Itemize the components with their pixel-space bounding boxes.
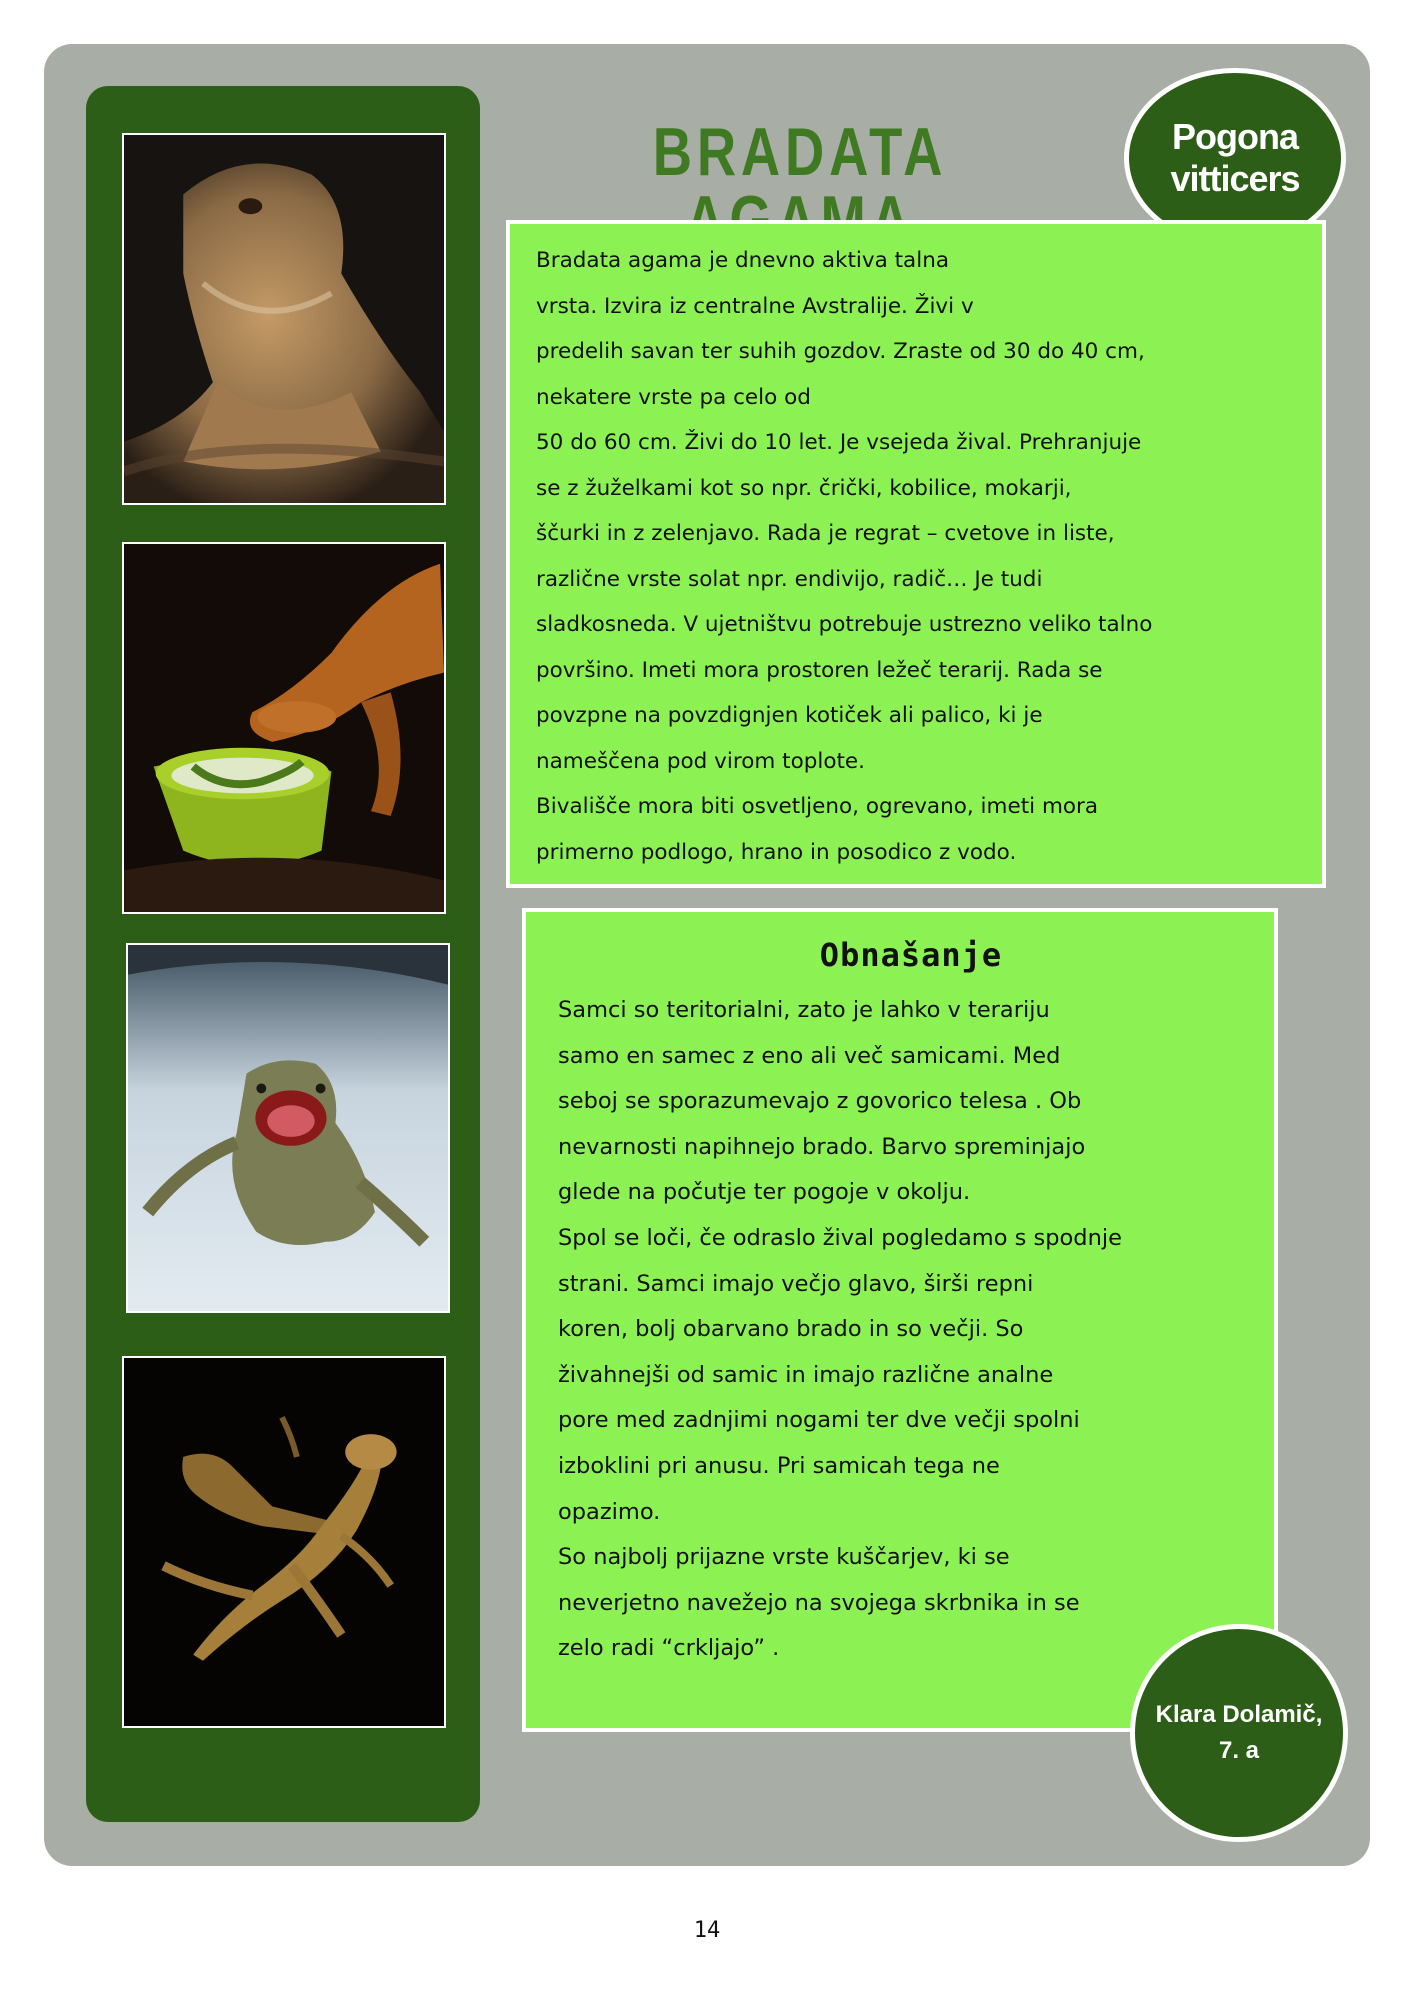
species-name-line1: Pogona	[1171, 115, 1298, 157]
two-lizards-photo	[122, 1356, 446, 1728]
author-name: Klara Dolamič,	[1155, 1701, 1323, 1728]
paragraph-line: strani. Samci imajo večjo glavo, širši repni	[558, 1270, 1034, 1297]
behaviour-text-box	[522, 908, 1278, 1732]
behaviour-heading: Obnašanje	[819, 936, 1003, 974]
intro-text-box	[506, 220, 1326, 888]
paragraph-line: vrsta. Izvira iz centralne Avstralije. Živi v	[536, 293, 974, 319]
paragraph-line: glede na počutje ter pogoje v okolju.	[558, 1179, 971, 1206]
paragraph-line: samo en samec z eno ali več samicami. Med	[558, 1042, 1061, 1069]
paragraph-line: opazimo.	[558, 1498, 661, 1525]
paragraph-line: Spol se loči, če odraslo žival pogledamo s spodnje	[558, 1224, 1122, 1251]
species-name-line2: vitticers	[1170, 158, 1300, 199]
paragraph-line: izboklini pri anusu. Pri samicah tega ne	[558, 1452, 1000, 1479]
lizard-eating-photo	[122, 542, 446, 914]
paragraph-line: Samci so teritorialni, zato je lahko v terariju	[558, 997, 1050, 1023]
paragraph-line: pore med zadnjimi nogami ter dve večji spolni	[558, 1407, 1080, 1434]
paragraph-line: nevarnosti napihnejo brado. Barvo spreminjajo	[558, 1133, 1086, 1160]
author-badge	[1130, 1624, 1348, 1842]
paragraph-line: So najbolj prijazne vrste kuščarjev, ki se	[558, 1544, 1010, 1571]
lizard-open-mouth-photo	[126, 943, 450, 1313]
paragraph-line: sladkosneda. V ujetništvu potrebuje ustrezno veliko talno	[536, 612, 1153, 637]
paragraph-line: Bradata agama je dnevno aktiva talna	[536, 248, 949, 273]
lizard-headshot-photo	[122, 133, 446, 505]
paragraph-line: koren, bolj obarvano brado in so večji. So	[558, 1316, 1024, 1343]
paragraph-line: različne vrste solat npr. endivijo, radič… Je tudi	[536, 566, 1043, 592]
author-class: 7. a	[1218, 1737, 1259, 1764]
paragraph-line: predelih savan ter suhih gozdov. Zraste od 30 do 40 cm,	[536, 339, 1145, 364]
paragraph-line: 50 do 60 cm. Živi do 10 let. Je vsejeda žival. Prehranjuje	[536, 430, 1142, 455]
paragraph-line: nekatere vrste pa celo od	[536, 384, 811, 410]
paragraph-line: seboj se sporazumevajo z govorico telesa . Ob	[558, 1088, 1082, 1115]
paragraph-line: zelo radi “crkljajo” .	[558, 1635, 780, 1662]
paragraph-line: povzpne na povzdignjen kotiček ali palico, ki je	[536, 703, 1043, 728]
page-number: 14	[693, 1918, 721, 1943]
paragraph-line: neverjetno navežejo na svojega skrbnika in se	[558, 1589, 1080, 1616]
paragraph-line: površino. Imeti mora prostoren ležeč terarij. Rada se	[536, 657, 1103, 683]
page-title: BRADATA	[652, 114, 948, 190]
paragraph-line: nameščena pod virom toplote.	[536, 748, 865, 774]
paragraph-line: živahnejši od samic in imajo različne analne	[558, 1361, 1054, 1388]
paragraph-line: Bivališče mora biti osvetljeno, ogrevano, imeti mora	[536, 794, 1099, 819]
paragraph-line: se z žuželkami kot so npr. črički, kobilice, mokarji,	[536, 475, 1072, 501]
paragraph-line: ščurki in z zelenjavo. Rada je regrat – cvetove in liste,	[536, 521, 1115, 546]
paragraph-line: primerno podlogo, hrano in posodico z vodo.	[536, 839, 1017, 865]
